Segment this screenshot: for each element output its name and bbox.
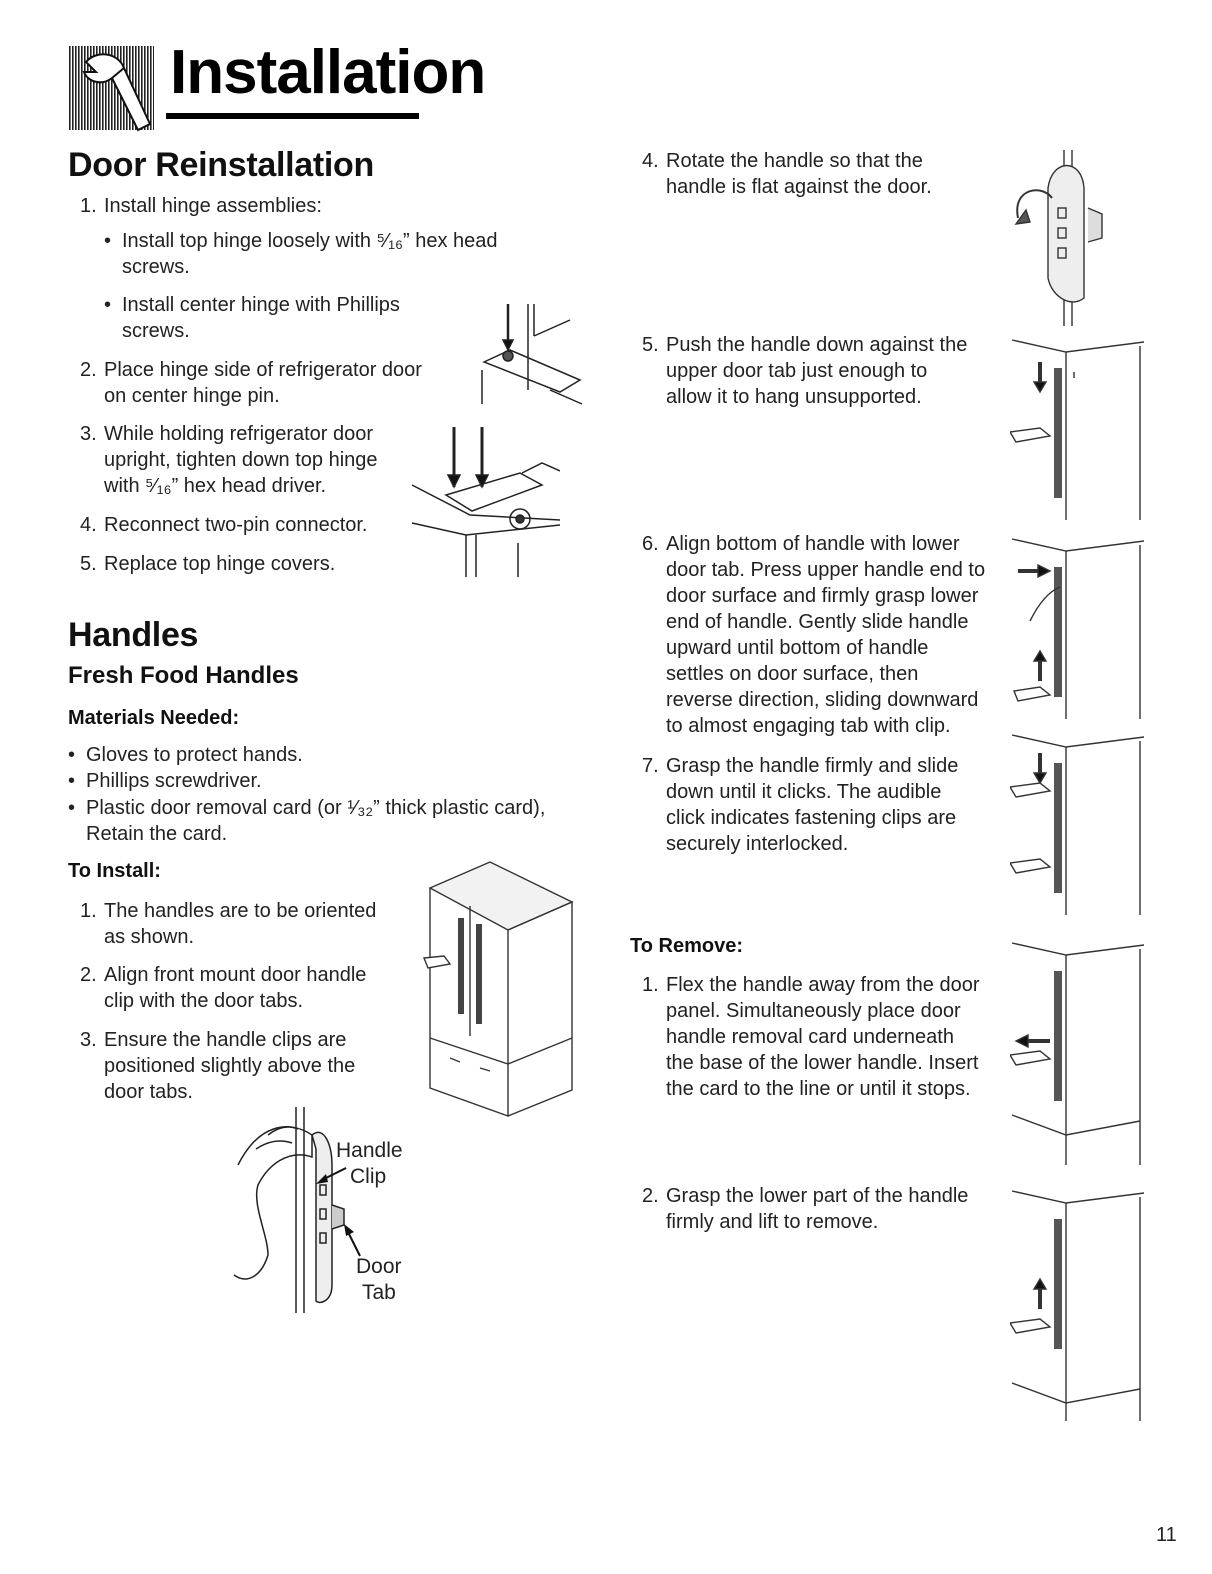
materials-needed-heading: Materials Needed: xyxy=(68,707,240,729)
top-hinge-illustration xyxy=(410,425,560,580)
lift-handle-illustration xyxy=(1010,1183,1146,1423)
page-number: 11 xyxy=(1156,1524,1177,1546)
door-label: Door xyxy=(356,1255,402,1278)
bullet-icon: • xyxy=(68,770,76,792)
clip-label: Clip xyxy=(350,1165,387,1188)
align-handle-illustration xyxy=(1010,531,1146,721)
center-hinge-illustration xyxy=(470,300,590,410)
bullet-icon: • xyxy=(104,230,112,252)
title-underline xyxy=(166,113,419,119)
arrow-icon xyxy=(340,1222,364,1258)
handle-label: Handle xyxy=(336,1139,403,1162)
to-remove-heading: To Remove: xyxy=(630,935,743,957)
slide-handle-illustration xyxy=(1010,727,1146,917)
bullet-icon: • xyxy=(104,294,112,316)
push-handle-illustration xyxy=(1010,332,1146,522)
handles-heading: Handles xyxy=(68,616,199,654)
bullet-icon: • xyxy=(68,797,76,819)
door-reinstallation-heading: Door Reinstallation xyxy=(68,146,374,184)
flex-handle-illustration xyxy=(1010,935,1146,1167)
rotate-handle-illustration xyxy=(1012,148,1122,328)
to-install-heading: To Install: xyxy=(68,860,161,882)
refrigerator-illustration xyxy=(420,858,580,1120)
fresh-food-handles-heading: Fresh Food Handles xyxy=(68,662,299,689)
tab-label: Tab xyxy=(362,1281,396,1304)
handle-clip-illustration xyxy=(228,1105,368,1315)
page-title: Installation xyxy=(170,38,486,107)
bullet-icon: • xyxy=(68,744,76,766)
wrench-icon xyxy=(66,42,158,132)
arrow-icon xyxy=(312,1166,348,1186)
